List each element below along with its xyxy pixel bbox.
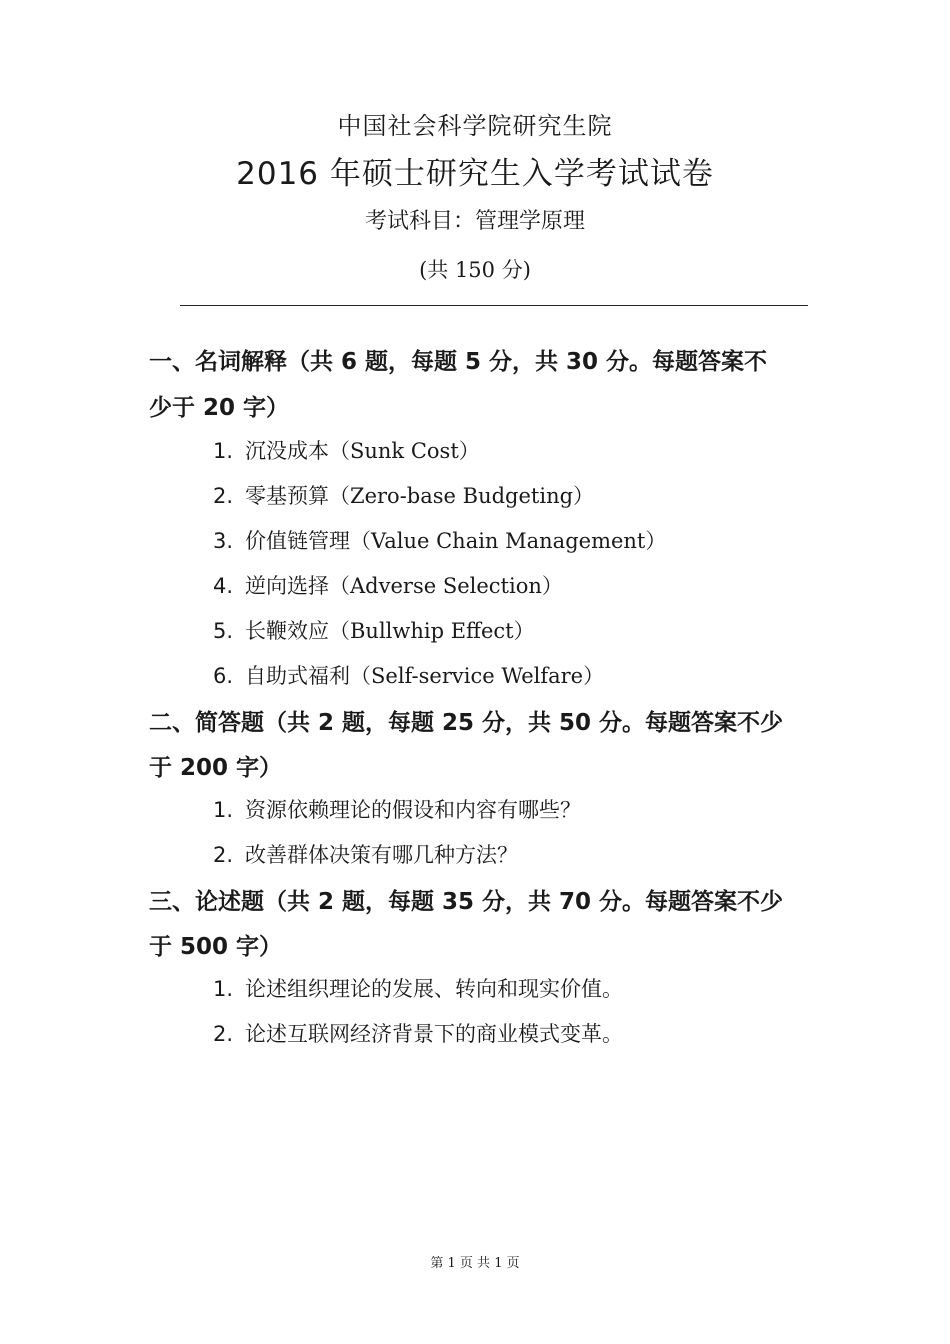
question-number: 2. (213, 484, 234, 508)
question-item (213, 973, 623, 1003)
question-text: 自助式福利（Self-service Welfare） (245, 664, 605, 688)
section-2-heading-line2: 于 200 字） (149, 755, 283, 781)
header-divider (180, 305, 808, 306)
question-text: 论述组织理论的发展、转向和现实价值。 (245, 977, 623, 1001)
question-item (213, 839, 518, 869)
question-number: 4. (213, 574, 234, 598)
question-text: 论述互联网经济背景下的商业模式变革。 (245, 1022, 623, 1046)
question-number: 1. (213, 798, 234, 822)
question-number: 5. (213, 619, 234, 643)
question-text: 资源依赖理论的假设和内容有哪些？ (245, 798, 581, 822)
question-text: 零基预算（Zero-base Budgeting） (245, 484, 595, 508)
total-score: (共 150 分) (419, 258, 531, 282)
page-footer: 第 1 页 共 1 页 (430, 1256, 520, 1271)
question-number: 1. (213, 439, 234, 463)
section-1-heading-line2: 少于 20 字） (149, 395, 290, 421)
question-item (213, 570, 563, 600)
question-number: 2. (213, 1022, 234, 1046)
question-text: 改善群体决策有哪几种方法？ (245, 843, 518, 867)
question-text: 价值链管理（Value Chain Management） (245, 529, 667, 553)
question-item (213, 615, 535, 645)
question-number: 1. (213, 977, 234, 1001)
section-1-heading-line1: 一、名词解释（共 6 题，每题 5 分，共 30 分。每题答案不 (149, 349, 768, 375)
question-item (213, 480, 594, 510)
question-item (213, 525, 666, 555)
question-item (213, 1018, 623, 1048)
question-text: 沉没成本（Sunk Cost） (245, 439, 480, 463)
section-2-heading-line1: 二、简答题（共 2 题，每题 25 分，共 50 分。每题答案不少 (149, 710, 784, 736)
question-item (213, 435, 480, 465)
exam-subject: 考试科目：管理学原理 (364, 209, 585, 234)
question-text: 长鞭效应（Bullwhip Effect） (245, 619, 535, 643)
institution-name: 中国社会科学院研究生院 (337, 112, 613, 140)
question-number: 3. (213, 529, 234, 553)
section-3-heading-line2: 于 500 字） (149, 934, 283, 960)
question-text: 逆向选择（Adverse Selection） (245, 574, 563, 598)
section-3-heading-line1: 三、论述题（共 2 题，每题 35 分，共 70 分。每题答案不少 (149, 889, 784, 915)
exam-title: 2016 年硕士研究生入学考试试卷 (236, 156, 714, 192)
question-item (213, 794, 581, 824)
question-item (213, 660, 604, 690)
question-number: 6. (213, 664, 234, 688)
question-number: 2. (213, 843, 234, 867)
